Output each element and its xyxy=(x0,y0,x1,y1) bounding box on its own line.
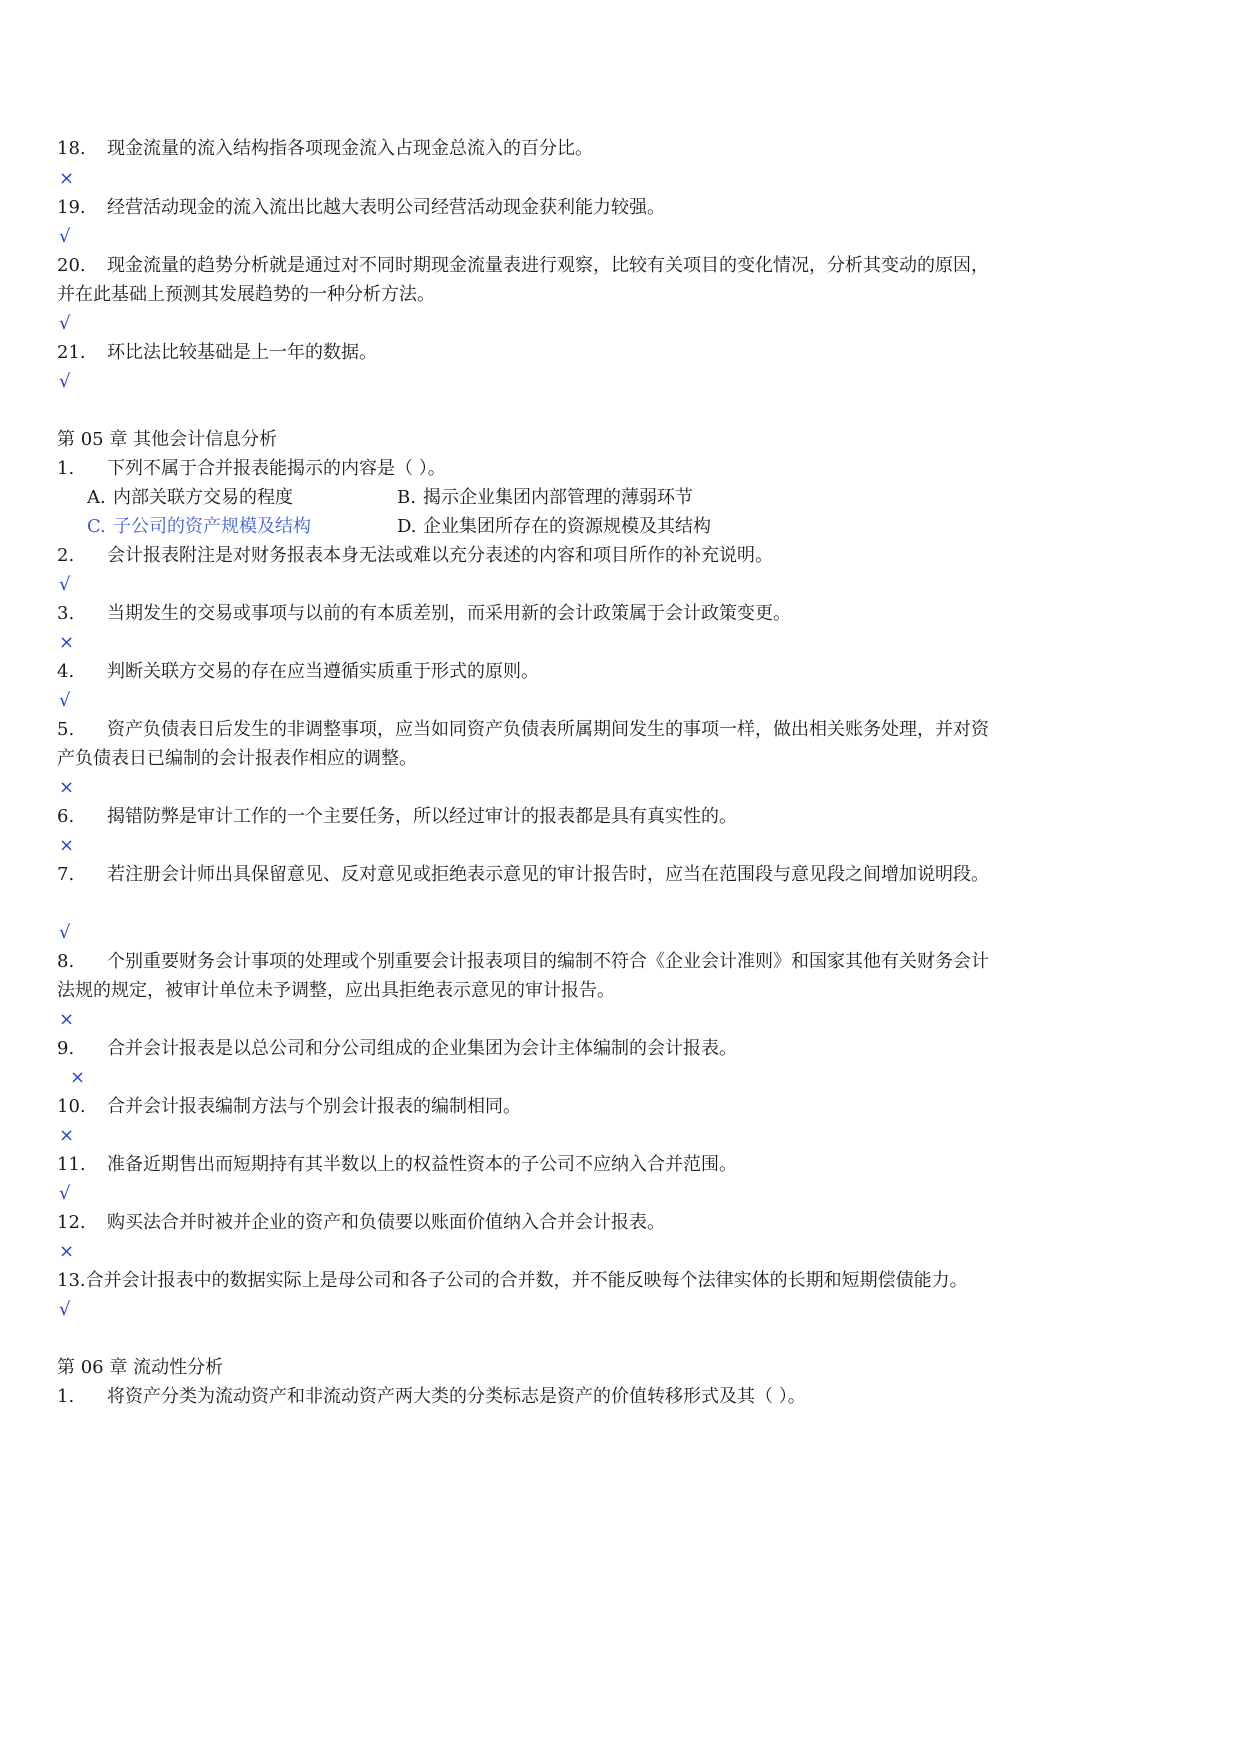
question-number: 5. xyxy=(57,719,75,740)
answer-19 xyxy=(57,222,1187,251)
question-text: 将资产分类为流动资产和非流动资产两大类的分类标志是资产的价值转移形式及其（ ）。 xyxy=(107,1386,806,1407)
ch05-question-11 xyxy=(57,1150,1187,1179)
question-text: 资产负债表日后发生的非调整事项，应当如同资产负债表所属期间发生的事项一样，做出相关账务处理，并对资 xyxy=(107,719,989,740)
answer-mark: × xyxy=(59,777,75,798)
ch05-question-8-continued xyxy=(57,976,1187,1005)
answer-mark: √ xyxy=(59,690,71,711)
question-number: 6. xyxy=(57,806,75,827)
question-18 xyxy=(57,134,1187,163)
option-text: 内部关联方交易的程度 xyxy=(113,487,293,508)
question-number: 21. xyxy=(57,342,86,363)
answer-mark: × xyxy=(59,835,75,856)
option-text: 子公司的资产规模及结构 xyxy=(113,516,311,537)
question-number: 9. xyxy=(57,1038,75,1059)
ch05-answer-12 xyxy=(57,1237,1187,1266)
chapter-title: 第 06 章 流动性分析 xyxy=(57,1357,224,1378)
question-text: 揭错防弊是审计工作的一个主要任务，所以经过审计的报表都是具有真实性的。 xyxy=(107,806,737,827)
answer-mark: √ xyxy=(59,371,71,392)
option-letter: C. xyxy=(87,516,106,537)
ch05-answer-6 xyxy=(57,831,1187,860)
ch05-answer-9 xyxy=(68,1063,1198,1092)
option-letter: D. xyxy=(397,516,417,537)
answer-mark: √ xyxy=(59,922,71,943)
answer-mark: × xyxy=(59,1009,75,1030)
answer-mark: √ xyxy=(59,313,71,334)
options-row-cd xyxy=(57,512,1187,541)
option-c xyxy=(87,512,311,541)
question-text: 当期发生的交易或事项与以前的有本质差别，而采用新的会计政策属于会计政策变更。 xyxy=(107,603,791,624)
ch05-answer-11 xyxy=(57,1179,1187,1208)
question-number: 11. xyxy=(57,1154,86,1175)
ch05-answer-13 xyxy=(57,1295,1187,1324)
answer-18 xyxy=(57,164,1187,193)
question-text: 购买法合并时被并企业的资产和负债要以账面价值纳入合并会计报表。 xyxy=(107,1212,665,1233)
ch05-question-12 xyxy=(57,1208,1187,1237)
answer-mark: √ xyxy=(59,1299,71,1320)
option-b xyxy=(397,483,693,512)
question-number: 12. xyxy=(57,1212,86,1233)
question-number: 3. xyxy=(57,603,75,624)
question-text: 经营活动现金的流入流出比越大表明公司经营活动现金获利能力较强。 xyxy=(107,197,665,218)
answer-mark: × xyxy=(59,1125,75,1146)
ch05-question-10 xyxy=(57,1092,1187,1121)
question-19 xyxy=(57,193,1187,222)
ch05-question-13 xyxy=(57,1266,1187,1295)
answer-mark: × xyxy=(59,1241,75,1262)
question-number: 1. xyxy=(57,458,75,479)
option-text: 企业集团所存在的资源规模及其结构 xyxy=(423,516,711,537)
answer-mark: √ xyxy=(59,574,71,595)
question-text-continued: 法规的规定，被审计单位未予调整，应出具拒绝表示意见的审计报告。 xyxy=(57,980,615,1001)
ch05-question-7 xyxy=(57,860,1187,889)
ch05-answer-3 xyxy=(57,628,1187,657)
ch05-question-1 xyxy=(57,454,1187,483)
ch05-question-9 xyxy=(57,1034,1187,1063)
question-21 xyxy=(57,338,1187,367)
question-20-continued xyxy=(57,280,1187,309)
ch05-question-3 xyxy=(57,599,1187,628)
ch05-answer-4 xyxy=(57,686,1187,715)
question-text: 环比法比较基础是上一年的数据。 xyxy=(107,342,377,363)
question-text: 准备近期售出而短期持有其半数以上的权益性资本的子公司不应纳入合并范围。 xyxy=(107,1154,737,1175)
ch05-answer-2 xyxy=(57,570,1187,599)
ch05-question-5-continued xyxy=(57,744,1187,773)
answer-mark: √ xyxy=(59,1183,71,1204)
options-row-ab xyxy=(57,483,1187,512)
question-text: 下列不属于合并报表能揭示的内容是（ ）。 xyxy=(107,458,446,479)
question-text-continued: 产负债表日已编制的会计报表作相应的调整。 xyxy=(57,748,417,769)
ch06-question-1 xyxy=(57,1382,1187,1411)
answer-mark: × xyxy=(59,632,75,653)
question-text: 现金流量的流入结构指各项现金流入占现金总流入的百分比。 xyxy=(107,138,593,159)
answer-21 xyxy=(57,367,1187,396)
option-letter: B. xyxy=(397,487,416,508)
question-20 xyxy=(57,251,1187,280)
question-number: 13. xyxy=(57,1270,86,1291)
ch05-answer-7 xyxy=(57,918,1187,947)
answer-mark: × xyxy=(70,1067,86,1088)
ch05-question-8 xyxy=(57,947,1187,976)
chapter-title: 第 05 章 其他会计信息分析 xyxy=(57,429,278,450)
question-number: 1. xyxy=(57,1386,75,1407)
question-number: 18. xyxy=(57,138,86,159)
ch05-answer-10 xyxy=(57,1121,1187,1150)
answer-20 xyxy=(57,309,1187,338)
option-a xyxy=(87,483,293,512)
question-text: 合并会计报表是以总公司和分公司组成的企业集团为会计主体编制的会计报表。 xyxy=(107,1038,737,1059)
answer-mark: √ xyxy=(59,226,71,247)
question-number: 20. xyxy=(57,255,86,276)
question-number: 8. xyxy=(57,951,75,972)
option-d xyxy=(397,512,711,541)
question-text: 现金流量的趋势分析就是通过对不同时期现金流量表进行观察，比较有关项目的变化情况，分析其变动的原因， xyxy=(107,255,989,276)
ch05-question-2 xyxy=(57,541,1187,570)
question-text: 合并会计报表中的数据实际上是母公司和各子公司的合并数，并不能反映每个法律实体的长期和短期偿债能力。 xyxy=(85,1270,968,1291)
ch05-answer-5 xyxy=(57,773,1187,802)
question-text: 合并会计报表编制方法与个别会计报表的编制相同。 xyxy=(107,1096,521,1117)
question-text: 判断关联方交易的存在应当遵循实质重于形式的原则。 xyxy=(107,661,539,682)
question-number: 7. xyxy=(57,864,75,885)
question-number: 2. xyxy=(57,545,75,566)
question-text-continued: 并在此基础上预测其发展趋势的一种分析方法。 xyxy=(57,284,435,305)
question-text: 若注册会计师出具保留意见、反对意见或拒绝表示意见的审计报告时，应当在范围段与意见段之间增加说明段。 xyxy=(107,864,989,885)
ch05-question-6 xyxy=(57,802,1187,831)
option-text: 揭示企业集团内部管理的薄弱环节 xyxy=(423,487,693,508)
ch05-question-5 xyxy=(57,715,1187,744)
option-letter: A. xyxy=(87,487,106,508)
question-number: 19. xyxy=(57,197,86,218)
question-text: 会计报表附注是对财务报表本身无法或难以充分表述的内容和项目所作的补充说明。 xyxy=(107,545,773,566)
question-number: 4. xyxy=(57,661,75,682)
question-number: 10. xyxy=(57,1096,86,1117)
answer-mark: × xyxy=(59,168,75,189)
ch05-answer-8 xyxy=(57,1005,1187,1034)
question-text: 个别重要财务会计事项的处理或个别重要会计报表项目的编制不符合《企业会计准则》和国家其他有关财务会计 xyxy=(107,951,989,972)
ch05-question-4 xyxy=(57,657,1187,686)
